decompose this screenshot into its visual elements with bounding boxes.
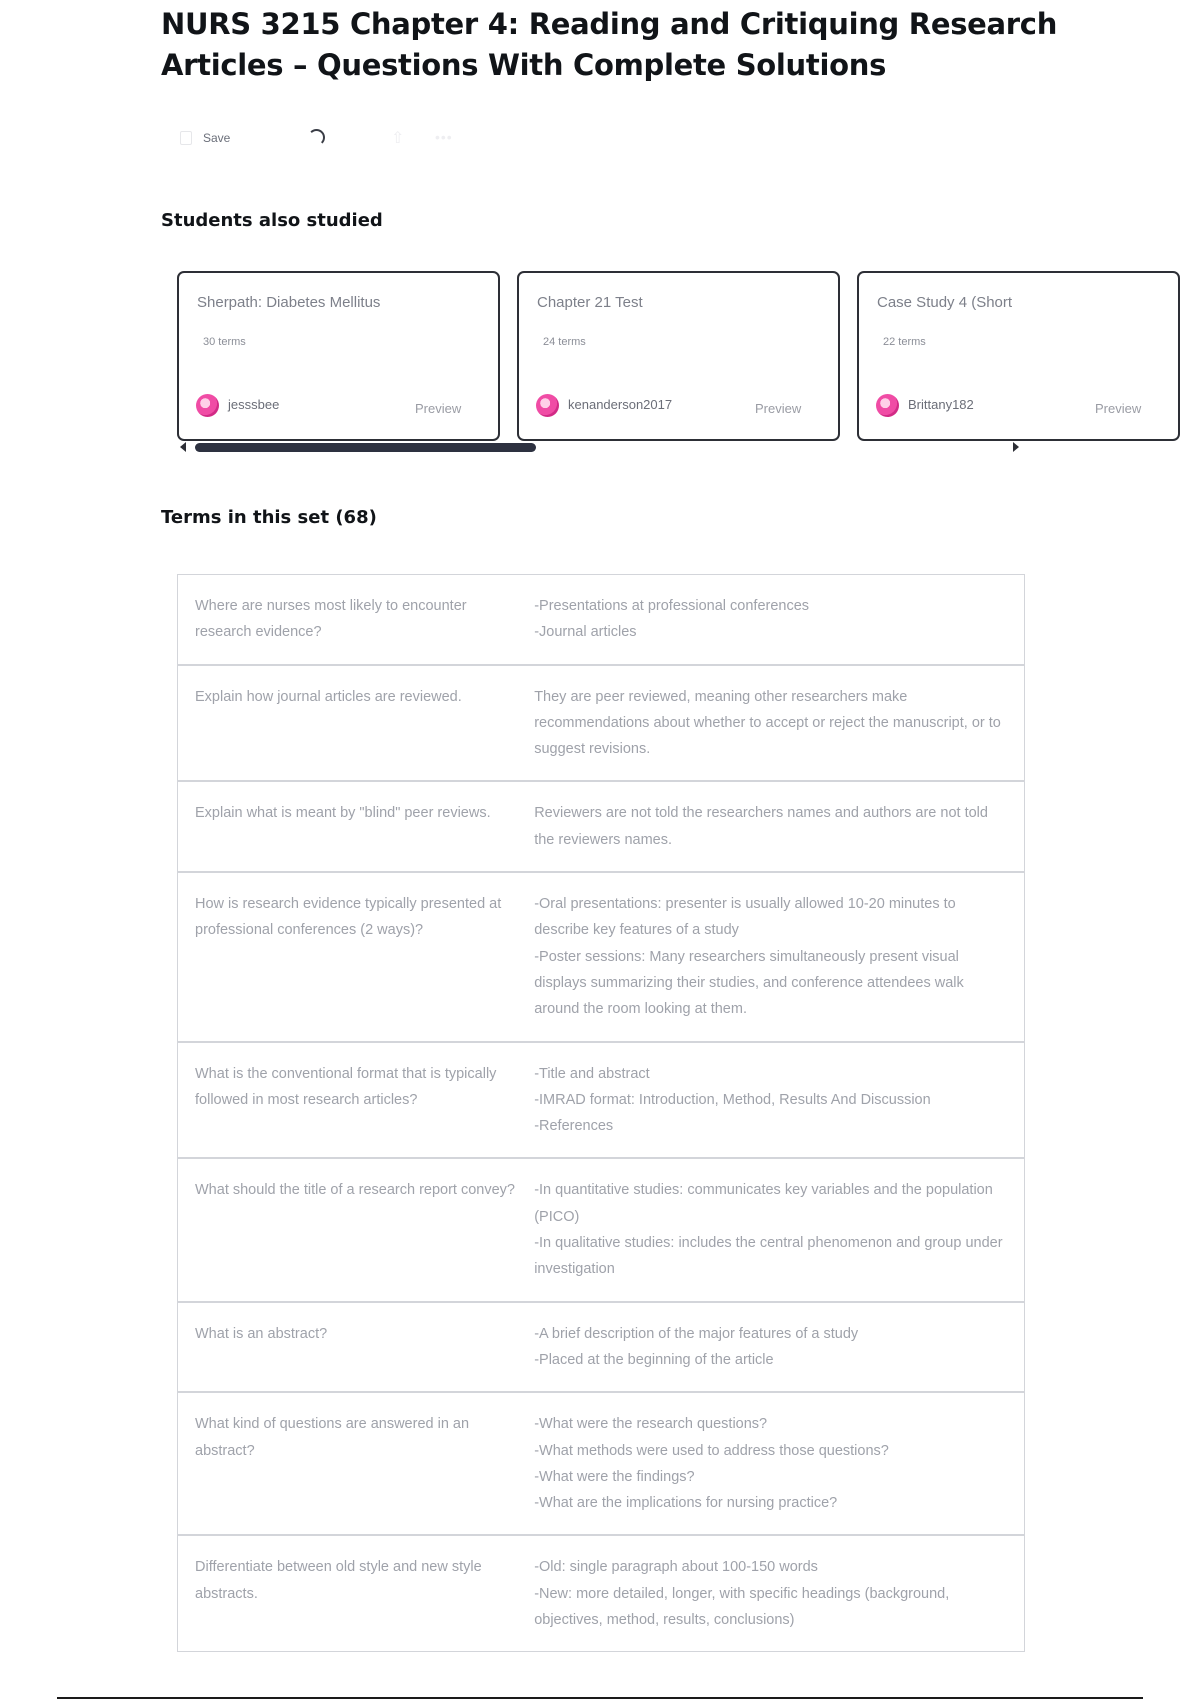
table-row bbox=[178, 1393, 1024, 1536]
scroll-right-icon[interactable] bbox=[1013, 442, 1019, 452]
term-answer: -Title and abstract -IMRAD format: Introduction, Method, Results And Discussion -References bbox=[534, 1065, 931, 1135]
terms-table bbox=[177, 574, 1025, 1652]
term-answer: -Presentations at professional conferences -Journal articles bbox=[534, 598, 810, 641]
bookmark-icon[interactable] bbox=[180, 131, 192, 145]
avatar bbox=[536, 394, 559, 417]
table-row bbox=[178, 1043, 1024, 1160]
term-question: How is research evidence typically presented at professional conferences (2 ways)? bbox=[195, 896, 502, 939]
term-answer: They are peer reviewed, meaning other researchers make recommendations about whether to accept or reject the manuscript, or to suggest revisions. bbox=[534, 688, 1001, 758]
card-username[interactable]: jesssbee bbox=[228, 397, 280, 412]
study-set-card[interactable] bbox=[517, 271, 840, 441]
term-question: Where are nurses most likely to encounter research evidence? bbox=[195, 598, 467, 641]
avatar bbox=[196, 394, 219, 417]
table-row bbox=[178, 1536, 1024, 1651]
term-question: What should the title of a research report convey? bbox=[195, 1182, 515, 1199]
action-bar bbox=[180, 126, 480, 152]
card-username[interactable]: kenanderson2017 bbox=[568, 397, 673, 412]
share-icon[interactable]: ⇧ bbox=[391, 130, 405, 147]
study-set-card[interactable] bbox=[857, 271, 1180, 441]
term-question: What kind of questions are answered in an abstract? bbox=[195, 1416, 470, 1459]
card-term-count: 30 terms bbox=[203, 336, 246, 348]
study-set-carousel bbox=[177, 271, 1142, 455]
avatar bbox=[876, 394, 899, 417]
term-question: What is the conventional format that is typically followed in most research articles? bbox=[195, 1065, 497, 1108]
save-button[interactable]: Save bbox=[203, 131, 231, 145]
card-username[interactable]: Brittany182 bbox=[908, 397, 974, 412]
card-term-count: 24 terms bbox=[543, 336, 586, 348]
carousel-scrollbar[interactable] bbox=[195, 443, 536, 452]
preview-button[interactable]: Preview bbox=[415, 401, 462, 416]
term-question: What is an abstract? bbox=[195, 1325, 328, 1342]
study-set-card[interactable] bbox=[177, 271, 500, 441]
scroll-left-icon[interactable] bbox=[180, 442, 186, 452]
loading-spinner-icon bbox=[308, 129, 325, 146]
table-row bbox=[178, 873, 1024, 1042]
term-answer: -Oral presentations: presenter is usually allowed 10-20 minutes to describe key features of a study -Poster sessions: Many researchers simultaneously present visual displays summarizing their studies, and conference attendees walk around the room looking at them. bbox=[534, 896, 964, 1018]
card-title: Chapter 21 Test bbox=[537, 294, 643, 311]
term-question: Differentiate between old style and new style abstracts. bbox=[195, 1559, 482, 1602]
card-title: Case Study 4 (Short bbox=[877, 294, 1013, 311]
table-row bbox=[178, 666, 1024, 783]
footer-divider bbox=[57, 1697, 1143, 1699]
preview-button[interactable]: Preview bbox=[755, 401, 802, 416]
page-title: NURS 3215 Chapter 4: Reading and Critiquing Research Articles – Questions With Complete Solutions bbox=[161, 7, 1058, 82]
term-answer: -Old: single paragraph about 100-150 words -New: more detailed, longer, with specific headings (background, objectives, method, results, conclusions) bbox=[534, 1559, 950, 1629]
more-options-icon[interactable]: ••• bbox=[435, 129, 453, 145]
term-question: Explain what is meant by "blind" peer reviews. bbox=[195, 805, 491, 822]
card-title: Sherpath: Diabetes Mellitus bbox=[197, 294, 381, 311]
card-term-count: 22 terms bbox=[883, 336, 926, 348]
terms-heading: Terms in this set (68) bbox=[161, 507, 377, 528]
students-also-studied-heading: Students also studied bbox=[161, 210, 383, 231]
table-row bbox=[178, 782, 1024, 873]
table-row bbox=[178, 575, 1024, 666]
term-answer: -What were the research questions? -What methods were used to address those questions? -What were the findings? -What are the implications for nursing practice? bbox=[534, 1416, 889, 1512]
table-row bbox=[178, 1159, 1024, 1302]
preview-button[interactable]: Preview bbox=[1095, 401, 1142, 416]
table-row bbox=[178, 1303, 1024, 1394]
term-answer: -A brief description of the major features of a study -Placed at the beginning of the article bbox=[534, 1325, 859, 1368]
term-answer: -In quantitative studies: communicates key variables and the population (PICO) -In qualitative studies: includes the central phenomenon and group under investigation bbox=[534, 1182, 1003, 1278]
term-question: Explain how journal articles are reviewed. bbox=[195, 688, 462, 705]
term-answer: Reviewers are not told the researchers names and authors are not told the reviewers names. bbox=[534, 805, 988, 848]
